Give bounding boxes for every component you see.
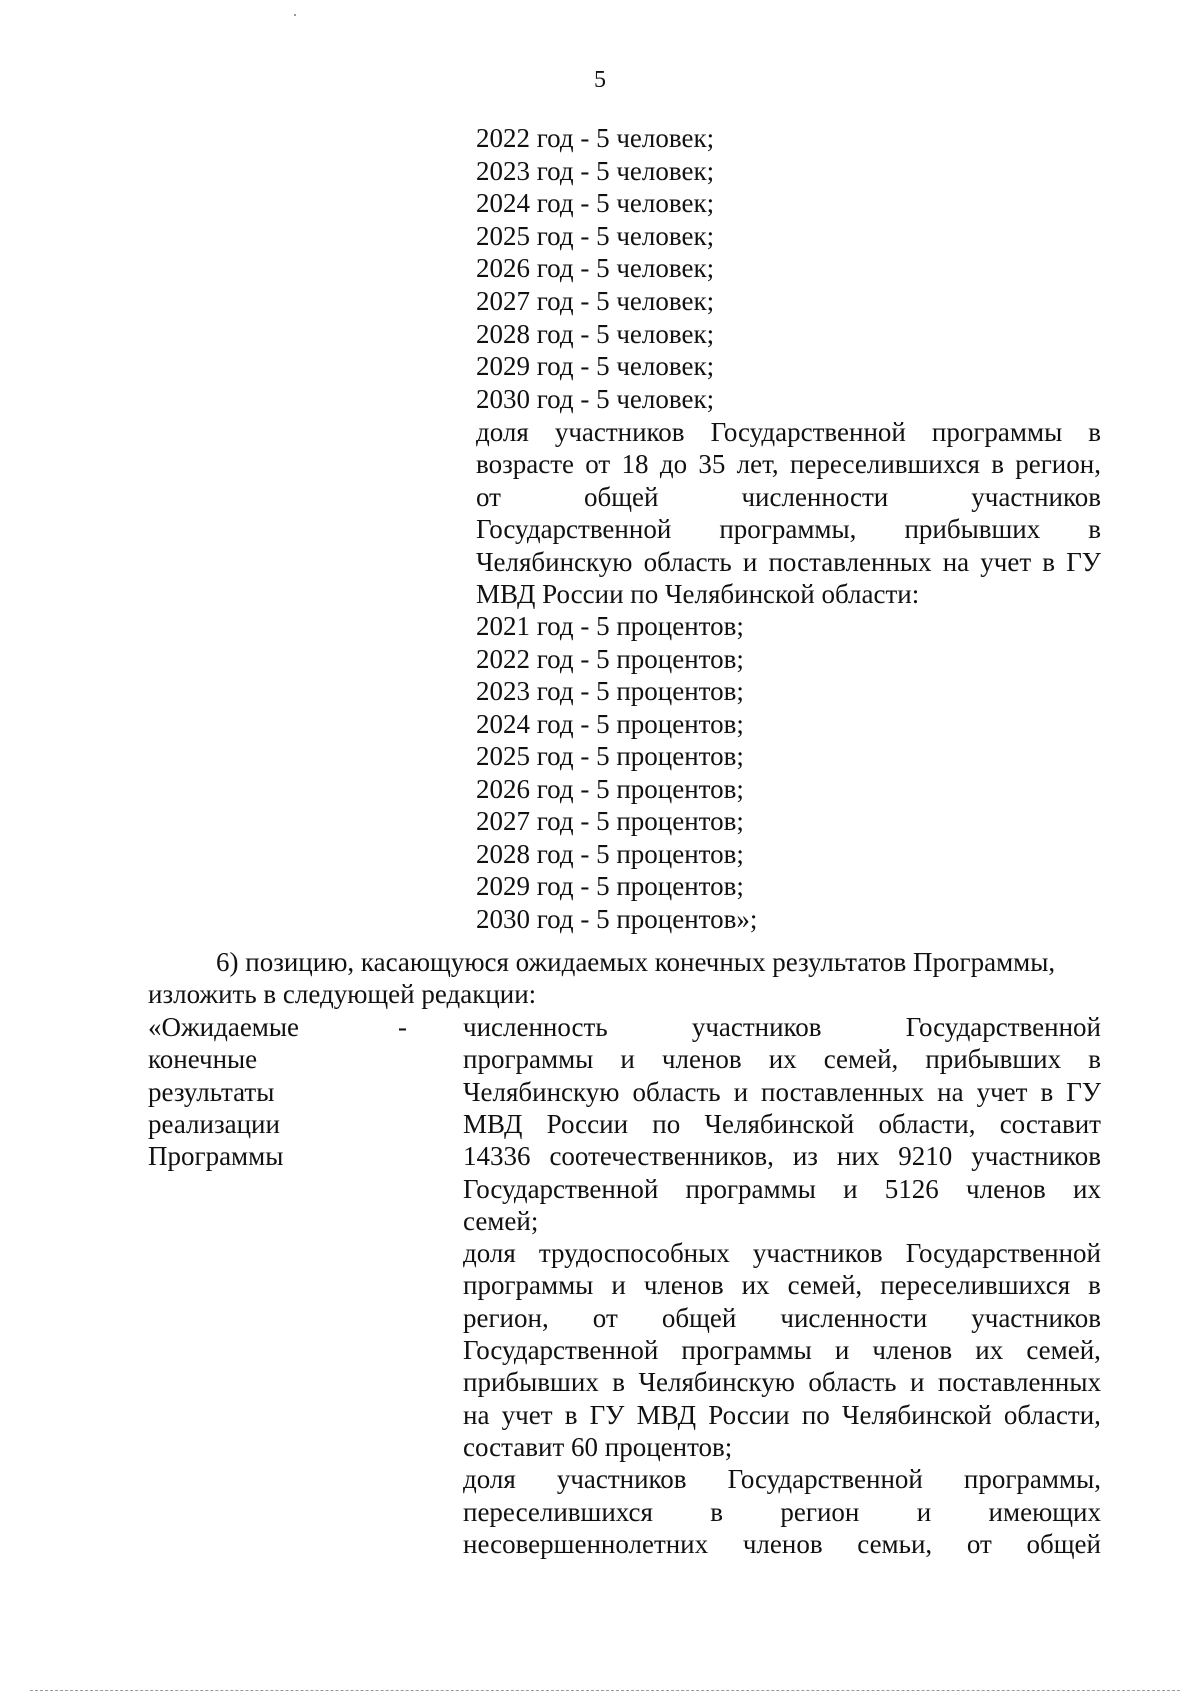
word: участников [554, 417, 685, 447]
word: и [742, 546, 758, 577]
word: и [916, 1496, 932, 1527]
word: численности [780, 1302, 928, 1333]
word: ГУ [1066, 546, 1101, 577]
word: семей, [1026, 1335, 1101, 1365]
word: и [733, 1076, 749, 1107]
word: участников [556, 1464, 687, 1495]
word: Государственной [710, 417, 906, 447]
word: программы [685, 1173, 816, 1204]
word: соотечественников, [549, 1141, 774, 1172]
term-word: Программы [148, 1141, 284, 1172]
word: и [620, 1044, 635, 1075]
word: в [612, 1367, 625, 1398]
word: участников [971, 1302, 1101, 1333]
youth-share-line [476, 416, 1101, 448]
youth-share-line [476, 546, 1101, 578]
page-number: 5 [594, 67, 606, 93]
word: регион, [463, 1302, 549, 1333]
percent-year-line: 2024 год - 5 процентов; [476, 708, 744, 739]
word: от [966, 1528, 992, 1559]
word: область [643, 546, 732, 577]
word: в [1088, 417, 1101, 447]
word: Государственной [727, 1464, 923, 1495]
word: 35 [698, 449, 726, 480]
word: участников [752, 1238, 883, 1269]
percent-year-line: 2030 год - 5 процентов»; [476, 903, 758, 934]
people-year-line: 2025 год - 5 человек; [476, 220, 715, 251]
percent-year-line: 2023 год - 5 процентов; [476, 676, 744, 706]
word: членов [661, 1044, 742, 1075]
word: общей [661, 1302, 737, 1333]
word: от [585, 449, 611, 480]
word: прибывших [904, 514, 1041, 545]
word: прибывших [463, 1367, 599, 1398]
term-word: результаты [148, 1076, 275, 1107]
word: программы [681, 1335, 812, 1365]
results-line [463, 1269, 1101, 1301]
percent-year-line: 2022 год - 5 процентов; [476, 643, 744, 674]
results-line [463, 1237, 1101, 1269]
word: учет [976, 1076, 1028, 1107]
word: ГУ [1066, 1076, 1101, 1107]
people-year-line: 2030 год - 5 человек; [476, 383, 715, 414]
word: переселившихся [880, 1270, 1071, 1301]
word: на [937, 1076, 964, 1107]
word: из [792, 1141, 818, 1172]
results-line [463, 1528, 1101, 1560]
word: членов [966, 1173, 1046, 1204]
word: программы [463, 1270, 594, 1301]
term-word: реализации [148, 1108, 280, 1139]
word: Государственной [463, 1173, 659, 1204]
results-line [463, 1302, 1101, 1334]
scan-edge-line [30, 1690, 1180, 1691]
item6-line1: 6) позицию, касающуюся ожидаемых конечных результатов Программы, [216, 947, 1056, 977]
word: регион [780, 1496, 860, 1527]
word: семьи, [857, 1528, 933, 1559]
word: членов [872, 1335, 953, 1365]
word: Государственной [463, 1335, 659, 1365]
results-line [463, 1140, 1101, 1172]
people-year-line: 2026 год - 5 человек; [476, 253, 715, 284]
word: в [991, 449, 1004, 480]
word: их [975, 1335, 1004, 1365]
word: участников [691, 1012, 822, 1042]
results-line [463, 1399, 1101, 1431]
word: составит [999, 1108, 1101, 1139]
word: и [843, 1173, 858, 1204]
word: Челябинской [704, 1108, 855, 1139]
percent-year-line: 2021 год - 5 процентов; [476, 611, 744, 641]
word: численности [741, 481, 889, 512]
people-year-line: 2024 год - 5 человек; [476, 188, 715, 219]
word: в [564, 1399, 578, 1430]
results-line [463, 1496, 1101, 1528]
word: переселившихся [463, 1496, 653, 1527]
word: программы [463, 1044, 594, 1075]
word: России [708, 1399, 790, 1430]
word: 9210 [898, 1141, 953, 1172]
word: их [1073, 1173, 1101, 1204]
word: переселившихся [789, 449, 980, 480]
word: Государственной [905, 1238, 1101, 1269]
word: область [632, 1076, 721, 1107]
word: их [768, 1044, 797, 1075]
percent-year-line: 2029 год - 5 процентов; [476, 871, 744, 901]
people-year-line: 2022 год - 5 человек; [476, 123, 715, 153]
word: и [834, 1335, 850, 1365]
results-line: составит 60 процентов; [463, 1431, 733, 1462]
word: регион, [1015, 449, 1101, 480]
word: их [741, 1270, 770, 1301]
word: семей, [823, 1044, 899, 1075]
word: в [1040, 1076, 1054, 1107]
word: Челябинскую [463, 1076, 620, 1107]
word: лет, [736, 449, 779, 480]
word: численность [463, 1012, 608, 1042]
word: в [1088, 514, 1101, 545]
word: область [808, 1367, 897, 1398]
word: учет [501, 1399, 553, 1430]
results-line [463, 1366, 1101, 1398]
percent-year-line: 2026 год - 5 процентов; [476, 773, 744, 804]
term-word: конечные [148, 1044, 258, 1075]
word: России [546, 1108, 629, 1139]
word: доля [476, 417, 529, 447]
word: членов [643, 1270, 724, 1301]
word: 5126 [884, 1173, 939, 1204]
word: и [611, 1270, 626, 1301]
word: МВД [636, 1399, 697, 1430]
word: поставленных [761, 1076, 925, 1107]
youth-share-line [476, 513, 1101, 545]
word: Государственной [905, 1012, 1101, 1042]
word: программы, [963, 1464, 1101, 1495]
word: МВД [463, 1108, 523, 1139]
word: учет [980, 546, 1032, 577]
word: по [652, 1108, 681, 1139]
word: участников [971, 481, 1101, 512]
word: доля [463, 1464, 516, 1495]
word: поставленных [937, 1367, 1101, 1398]
results-line [463, 1011, 1101, 1043]
word: от [476, 481, 501, 512]
word: Челябинской [841, 1399, 992, 1430]
word: них [836, 1141, 880, 1172]
word: по [801, 1399, 830, 1430]
results-line [463, 1463, 1101, 1495]
word: прибывших [925, 1044, 1062, 1075]
word: в [1088, 1044, 1101, 1075]
word: программы [931, 417, 1063, 447]
word: возрасте [476, 449, 574, 480]
people-year-line: 2028 год - 5 человек; [476, 318, 715, 349]
word: Челябинскую [638, 1367, 795, 1398]
people-year-line: 2027 год - 5 человек; [476, 286, 715, 316]
word: 14336 [463, 1141, 531, 1172]
word: имеющих [988, 1496, 1101, 1527]
results-line [463, 1173, 1101, 1205]
word: в [1042, 546, 1056, 577]
percent-year-line: 2027 год - 5 процентов; [476, 806, 744, 836]
term-word: «Ожидаемые [148, 1012, 300, 1042]
word: доля [463, 1238, 516, 1269]
word: поставленных [768, 546, 932, 577]
word: на [463, 1399, 490, 1430]
word: программы, [719, 514, 857, 545]
people-year-line: 2029 год - 5 человек; [476, 351, 715, 382]
word: от [592, 1302, 618, 1333]
word: членов [742, 1528, 823, 1559]
percent-year-line: 2028 год - 5 процентов; [476, 838, 744, 869]
item6-line2: изложить в следующей редакции: [148, 979, 537, 1009]
word: на [942, 546, 970, 577]
word: и [909, 1367, 925, 1398]
word: Государственной [476, 514, 672, 545]
word: общей [583, 481, 659, 512]
word: области, [1003, 1399, 1101, 1430]
word: участников [971, 1141, 1101, 1172]
word: области, [878, 1108, 976, 1139]
results-line: семей; [463, 1205, 539, 1236]
word: общей [1026, 1528, 1101, 1559]
percent-year-line: 2025 год - 5 процентов; [476, 741, 744, 771]
scan-speck [294, 14, 296, 16]
results-line [463, 1108, 1101, 1140]
results-line [463, 1043, 1101, 1075]
youth-share-line [476, 448, 1101, 480]
word: в [1088, 1270, 1101, 1301]
word: семей, [787, 1270, 863, 1301]
word: Челябинскую [476, 546, 633, 577]
word: ГУ [589, 1399, 625, 1430]
results-line [463, 1076, 1101, 1108]
word: в [710, 1496, 724, 1527]
word: до [659, 449, 688, 480]
youth-share-line: МВД России по Челябинской области: [476, 579, 920, 609]
youth-share-line [476, 481, 1101, 513]
word: 18 [621, 449, 649, 480]
people-year-line: 2023 год - 5 человек; [476, 155, 715, 186]
word: трудоспособных [538, 1238, 730, 1269]
word: несовершеннолетних [463, 1528, 709, 1559]
term-dash: - [398, 1012, 407, 1042]
results-line [463, 1334, 1101, 1366]
